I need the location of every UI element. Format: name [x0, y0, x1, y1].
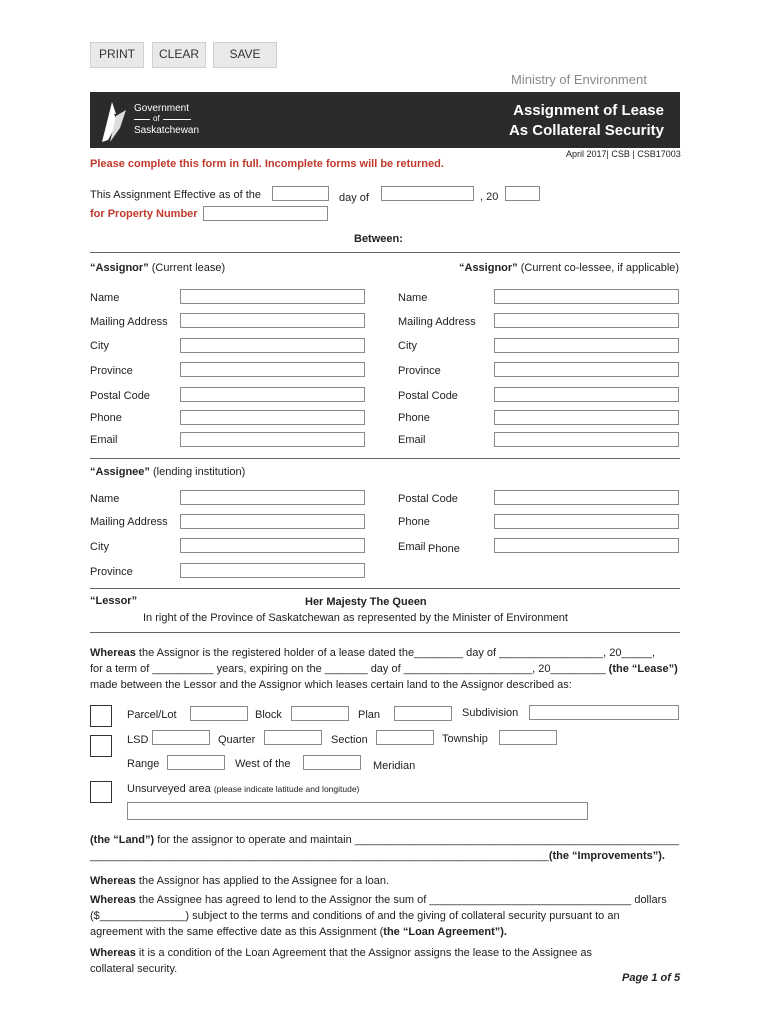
lsd-label: LSD	[127, 734, 149, 746]
assignee-postal-label: Postal Code	[398, 493, 458, 505]
subdivision-label: Subdivision	[462, 707, 519, 719]
section-label: Section	[331, 734, 368, 746]
lessor-label: “Lessor”	[90, 595, 138, 607]
effective-year-input[interactable]	[505, 186, 540, 201]
township-label: Township	[442, 733, 488, 745]
header-banner	[90, 92, 680, 148]
effective-month-input[interactable]	[381, 186, 474, 201]
assignor-email-input[interactable]	[180, 432, 365, 447]
section-input[interactable]	[376, 730, 434, 745]
year-prefix-label: , 20	[480, 191, 499, 203]
plan-input[interactable]	[394, 706, 452, 721]
divider	[90, 458, 680, 459]
assignee-postal-input[interactable]	[494, 490, 679, 505]
assignee-email-input[interactable]	[494, 538, 679, 553]
parcel-label: Parcel/Lot	[127, 709, 177, 721]
west-of-input[interactable]	[303, 755, 361, 770]
divider	[90, 632, 680, 633]
parcel-input[interactable]	[190, 706, 248, 721]
assignor-postal-label: Postal Code	[90, 390, 150, 402]
colessee-phone-input[interactable]	[494, 410, 679, 425]
township-input[interactable]	[499, 730, 557, 745]
colessee-address-label: Mailing Address	[398, 316, 476, 328]
colessee-city-input[interactable]	[494, 338, 679, 353]
assignor-name-input[interactable]	[180, 289, 365, 304]
assignor-city-input[interactable]	[180, 338, 365, 353]
land-clause-line2: ___________________________________________________________________________(the “Improvements”).	[90, 850, 665, 862]
unsurveyed-label: Unsurveyed area (please indicate latitude and longitude)	[127, 783, 360, 795]
meridian-label: Meridian	[373, 760, 416, 772]
assignee-name-input[interactable]	[180, 490, 365, 505]
assignor-city-label: City	[90, 340, 109, 352]
assignor-phone-input[interactable]	[180, 410, 365, 425]
assignor-postal-input[interactable]	[180, 387, 365, 402]
range-label: Range	[127, 758, 160, 770]
lsd-checkbox[interactable]	[90, 735, 112, 757]
block-label: Block	[255, 709, 282, 721]
assignor-address-input[interactable]	[180, 313, 365, 328]
effective-label: This Assignment Effective as of the	[90, 189, 261, 201]
colessee-heading: “Assignor” (Current co-lessee, if applicable)	[459, 262, 680, 274]
whereas-condition-line2: collateral security.	[90, 963, 178, 975]
colessee-email-label: Email	[398, 434, 426, 446]
lsd-input[interactable]	[152, 730, 210, 745]
assignee-name-label: Name	[90, 493, 120, 505]
assignee-email-label: Email	[398, 541, 426, 553]
quarter-input[interactable]	[264, 730, 322, 745]
unsurveyed-input[interactable]	[127, 802, 588, 820]
whereas-lease-line1: Whereas the Assignor is the registered holder of a lease dated the________ day of _________________, 20_____,	[90, 647, 656, 659]
assignee-address-input[interactable]	[180, 514, 365, 529]
quarter-label: Quarter	[218, 734, 256, 746]
whereas-loan: Whereas the Assignor has applied to the Assignee for a loan.	[90, 875, 390, 887]
assignee-city-label: City	[90, 541, 109, 553]
range-input[interactable]	[167, 755, 225, 770]
colessee-province-input[interactable]	[494, 362, 679, 377]
assignee-phone-label: Phone	[398, 516, 430, 528]
colessee-email-input[interactable]	[494, 432, 679, 447]
save-button[interactable]: SAVE	[213, 42, 277, 68]
west-of-label: West of the	[235, 758, 291, 770]
colessee-address-input[interactable]	[494, 313, 679, 328]
lessor-description: In right of the Province of Saskatchewan as represented by the Minister of Environment	[143, 612, 568, 624]
print-button[interactable]: PRINT	[90, 42, 144, 68]
whereas-agree-line2: ($______________) subject to the terms and conditions of and the giving of collateral security pursuant to an	[90, 910, 620, 922]
ministry-name: Ministry of Environment	[511, 72, 647, 87]
assignee-heading: “Assignee” (lending institution)	[90, 466, 246, 478]
effective-day-input[interactable]	[272, 186, 329, 201]
property-number-label: for Property Number	[90, 208, 198, 220]
logo-text-line2: of	[153, 114, 160, 123]
assignor-address-label: Mailing Address	[90, 316, 168, 328]
assignor-name-label: Name	[90, 292, 120, 304]
unsurveyed-checkbox[interactable]	[90, 781, 112, 803]
assignor-province-label: Province	[90, 365, 133, 377]
property-number-input[interactable]	[203, 206, 328, 221]
assignee-province-input[interactable]	[180, 563, 365, 578]
colessee-name-input[interactable]	[494, 289, 679, 304]
colessee-city-label: City	[398, 340, 417, 352]
parcel-checkbox[interactable]	[90, 705, 112, 727]
assignee-city-input[interactable]	[180, 538, 365, 553]
clear-button[interactable]: CLEAR	[152, 42, 206, 68]
divider	[90, 252, 680, 253]
land-clause-line1: (the “Land”) for the assignor to operate and maintain _____________________________________________________	[90, 834, 679, 846]
saskatchewan-logo-icon	[96, 100, 130, 144]
assignor-heading: “Assignor” (Current lease)	[90, 262, 226, 274]
assignee-province-label: Province	[90, 566, 133, 578]
whereas-lease-line2: for a term of __________ years, expiring on the _______ day of _____________________, 20_________ (the “Lease”)	[90, 663, 678, 675]
whereas-condition-line1: Whereas it is a condition of the Loan Agreement that the Assignor assigns the lease to the Assignee as	[90, 947, 593, 959]
divider	[90, 588, 680, 589]
day-of-label: day of	[339, 192, 369, 204]
plan-label: Plan	[358, 709, 381, 721]
block-input[interactable]	[291, 706, 349, 721]
logo-text-line3: Saskatchewan	[134, 125, 200, 136]
whereas-agree-line3: agreement with the same effective date as this Assignment (the “Loan Agreement”).	[90, 926, 507, 938]
assignor-email-label: Email	[90, 434, 118, 446]
whereas-agree-line1: Whereas the Assignee has agreed to lend to the Assignor the sum of _________________________________ dollars	[90, 894, 667, 906]
page-number: Page 1 of 5	[622, 972, 681, 984]
colessee-postal-label: Postal Code	[398, 390, 458, 402]
assignee-email-overlap-label: Phone	[428, 543, 460, 555]
assignee-phone-input[interactable]	[494, 514, 679, 529]
logo-text-line1: Government	[134, 103, 190, 114]
subdivision-input[interactable]	[529, 705, 679, 720]
assignee-address-label: Mailing Address	[90, 516, 168, 528]
form-title-line1: Assignment of Lease	[513, 102, 664, 119]
completion-notice: Please complete this form in full. Incomplete forms will be returned.	[90, 158, 444, 170]
lessor-name: Her Majesty The Queen	[305, 596, 427, 608]
whereas-lease-line3: made between the Lessor and the Assignor which leases certain land to the Assignor described as:	[90, 679, 572, 691]
assignor-province-input[interactable]	[180, 362, 365, 377]
colessee-phone-label: Phone	[398, 412, 430, 424]
form-title-line2: As Collateral Security	[508, 122, 664, 139]
colessee-postal-input[interactable]	[494, 387, 679, 402]
form-id: April 2017| CSB | CSB17003	[566, 149, 681, 159]
colessee-name-label: Name	[398, 292, 428, 304]
colessee-province-label: Province	[398, 365, 441, 377]
between-label: Between:	[354, 233, 403, 245]
assignor-phone-label: Phone	[90, 412, 122, 424]
